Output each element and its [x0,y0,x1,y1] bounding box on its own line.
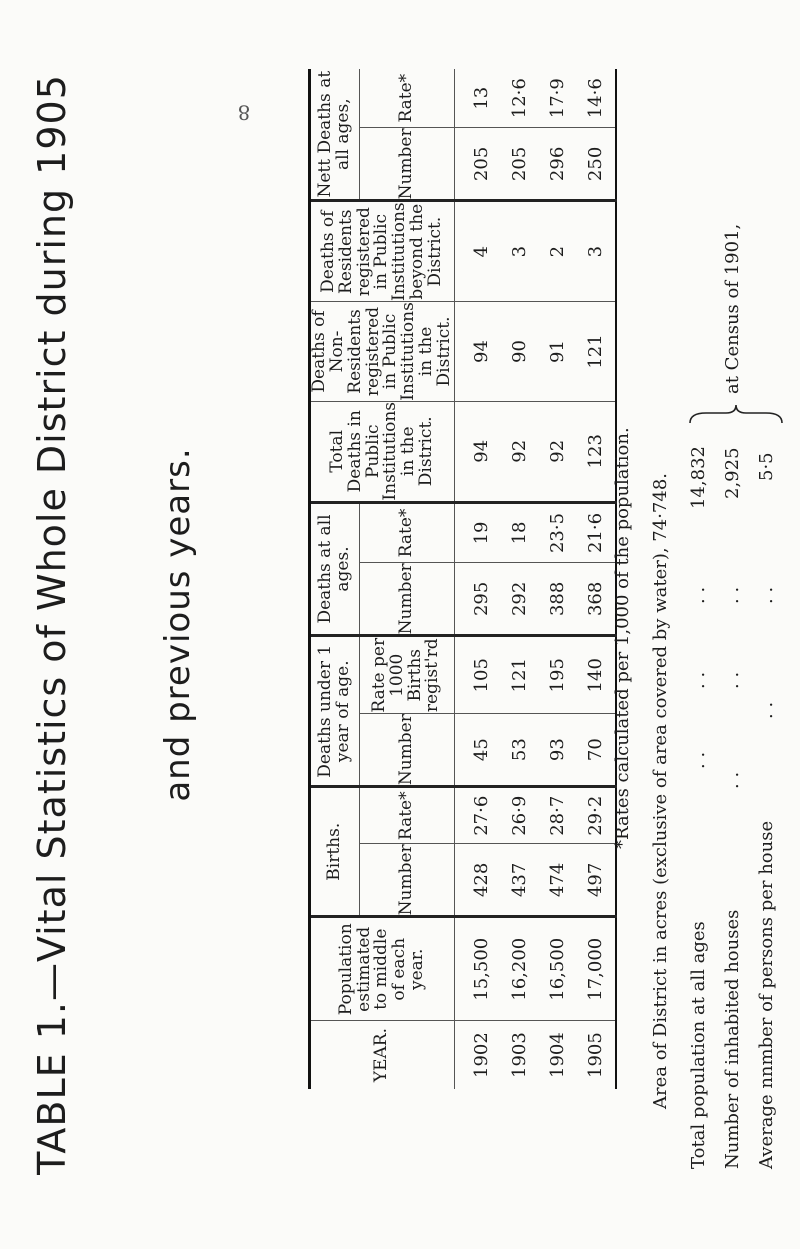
cell-infant-number: 45 [454,714,501,787]
table-row [501,69,539,1089]
cell-births-rate: 29·2 [577,787,616,844]
census-dots: . . [722,586,743,604]
footnote-rates: *Rates calculated per 1,000 of the population. [612,427,633,849]
cell-residents-beyond: 3 [501,201,539,302]
page-number: 8 [237,100,251,125]
cell-nett-number: 205 [501,128,539,201]
census-year-note: at Census of 1901, [722,223,743,394]
census-persons-label: Average nnmber of persons per house [756,820,777,1169]
cell-deaths-rate: 23·5 [539,502,577,563]
cell-residents-beyond: 4 [454,201,501,302]
census-dots: . . [722,771,743,789]
cell-deaths-rate: 21·6 [577,502,616,563]
cell-nett-number: 205 [454,128,501,201]
cell-total-public: 94 [454,401,501,502]
header-births-rate: Rate* [359,787,454,844]
cell-non-residents: 90 [501,302,539,402]
census-houses-value: 2,925 [722,447,743,499]
cell-nett-number: 250 [577,128,616,201]
cell-non-residents: 121 [577,302,616,402]
census-dots: . . [722,671,743,689]
table-row [577,69,616,1089]
cell-non-residents: 91 [539,302,577,402]
vital-statistics-table [308,69,617,1089]
cell-year: 1905 [577,1021,616,1089]
cell-population: 16,500 [539,917,577,1021]
cell-births-rate: 26·9 [501,787,539,844]
header-infant-rate: Rate per 1000 Births regist'rd [359,636,454,714]
header-year: YEAR. [310,1021,455,1089]
cell-deaths-number: 295 [454,563,501,636]
cell-infant-number: 53 [501,714,539,787]
cell-year: 1903 [509,1032,531,1078]
cell-population: 17,000 [577,917,616,1021]
table-row [539,69,577,1089]
cell-births-number: 474 [539,844,577,917]
cell-infant-rate: 105 [454,636,501,714]
cell-deaths-number: 368 [577,563,616,636]
header-deaths-number: Number [359,563,454,636]
census-population-value: 14,832 [688,446,709,509]
census-dots: . . [756,586,777,604]
header-deaths-rate: Rate* [359,502,454,563]
cell-residents-beyond: 2 [539,201,577,302]
census-brace [686,401,786,427]
cell-births-rate: 27·6 [454,787,501,844]
census-dots: . . [688,671,709,689]
header-total-public-deaths: Total Deaths in Public Institutions in the District. [310,401,455,502]
cell-infant-rate: 140 [577,636,616,714]
cell-nett-rate: 14·6 [577,69,616,128]
cell-deaths-rate: 18 [501,502,539,563]
cell-births-number: 428 [454,844,501,917]
cell-population: 15,500 [454,917,501,1021]
header-deaths-all-ages: Deaths at all ages. [310,502,360,636]
cell-total-public: 92 [501,401,539,502]
cell-infant-number: 70 [577,714,616,787]
cell-non-residents: 94 [454,302,501,402]
header-non-resident-deaths: Deaths of Non-Residents registered in Public Institutions in the District. [309,302,454,401]
table-row [454,69,501,1089]
area-note: Area of District in acres (exclusive of area covered by water), 74·748. [650,473,671,1109]
census-houses-label: Number of inhabited houses [722,909,743,1169]
header-nett-deaths: Nett Deaths at all ages, [310,69,360,201]
cell-deaths-number: 388 [539,563,577,636]
header-births-number: Number [359,844,454,917]
census-dots: . . [756,701,777,719]
header-births: Births. [310,787,360,917]
cell-births-rate: 28·7 [539,787,577,844]
cell-infant-rate: 195 [539,636,577,714]
cell-year: 1902 [454,1021,501,1089]
header-resident-deaths-beyond: Deaths of Residents registered in Public Institutions beyond the District. [310,201,455,302]
cell-infant-rate: 121 [501,636,539,714]
header-infant-number: Number [359,714,454,787]
cell-infant-number: 93 [539,714,577,787]
cell-births-number: 497 [577,844,616,917]
census-dots: . . [688,586,709,604]
table-subtitle: and previous years. [158,447,198,802]
header-nett-number: Number [359,128,454,201]
cell-residents-beyond: 3 [577,201,616,302]
cell-year: 1904 [547,1032,569,1078]
census-persons-value: 5·5 [756,452,777,481]
cell-nett-rate: 17·9 [539,69,577,128]
cell-nett-rate: 13 [454,69,501,128]
census-dots: . . [688,751,709,769]
census-population-label: Total population at all ages [688,921,709,1169]
cell-total-public: 92 [539,401,577,502]
cell-deaths-number: 292 [501,563,539,636]
header-population: Population estimated to middle of each year. [310,917,455,1021]
header-infant-deaths: Deaths under 1 year of age. [310,636,360,787]
cell-deaths-rate: 19 [454,502,501,563]
cell-nett-number: 296 [539,128,577,201]
cell-total-public: 123 [577,401,616,502]
header-nett-rate: Rate* [359,69,454,128]
cell-births-number: 437 [501,844,539,917]
cell-population: 16,200 [501,917,539,1021]
table-title: TABLE 1.—Vital Statistics of Whole District during 1905 [30,74,74,1175]
cell-nett-rate: 12·6 [501,69,539,128]
